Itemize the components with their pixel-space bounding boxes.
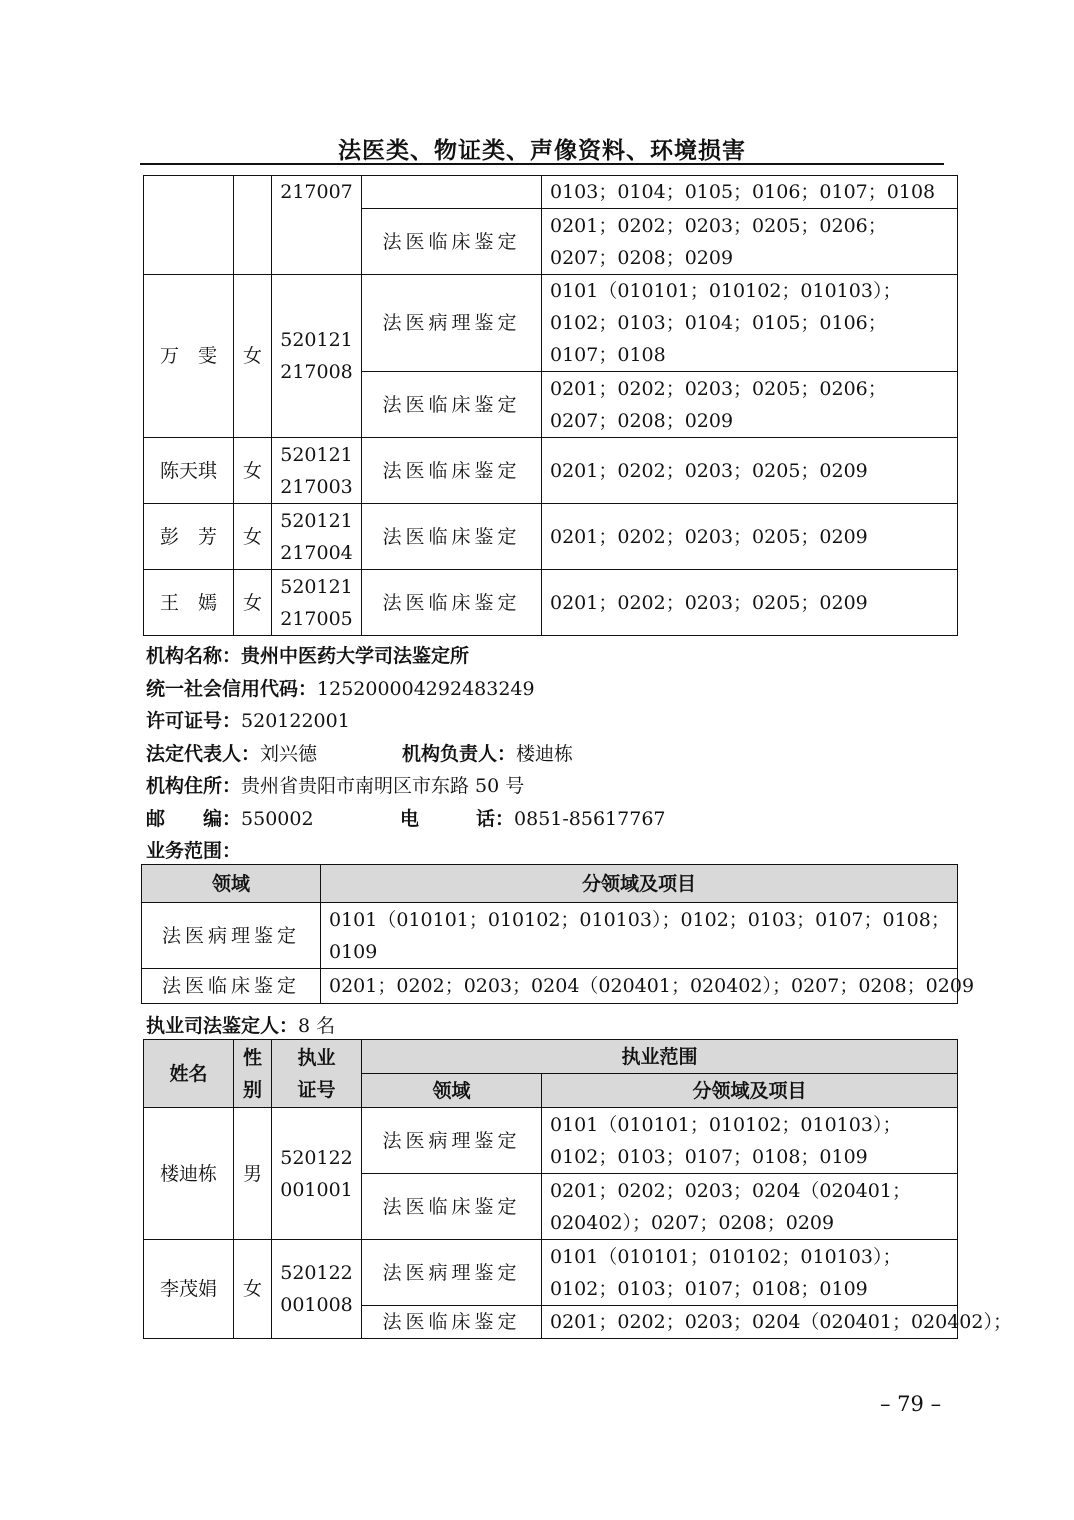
field-cell	[362, 176, 542, 209]
column-header-items: 分领域及项目	[321, 865, 958, 903]
appraiser-count-line: 执业司法鉴定人：8 名	[146, 1015, 336, 1037]
cert-cell: 520121 217005	[272, 570, 362, 636]
column-header-items: 分领域及项目	[542, 1074, 958, 1108]
scope-label: 业务范围：	[146, 840, 242, 862]
table-row	[144, 438, 958, 504]
representative-line: 法定代表人：刘兴德	[146, 743, 318, 765]
items-cell: 0201；0202；0203；0205；0206；0207；0208；0209	[542, 209, 958, 275]
field-cell: 法医病理鉴定	[142, 903, 321, 969]
column-header-scope: 执业范围	[362, 1040, 958, 1074]
gender-cell: 女	[234, 1240, 272, 1339]
table-row	[144, 1240, 958, 1306]
field-cell: 法医临床鉴定	[362, 209, 542, 275]
name-cell: 王 嫣	[144, 570, 234, 636]
column-header-gender: 性别	[234, 1040, 272, 1108]
gender-cell: 女	[234, 438, 272, 504]
field-cell: 法医病理鉴定	[362, 1108, 542, 1174]
page-number: – 79 –	[880, 1392, 942, 1416]
items-cell: 0201；0202；0203；0205；0206；0207；0208；0209	[542, 372, 958, 438]
table-row	[144, 176, 958, 209]
items-cell: 0101（010101；010102；010103）；0102；0103；0107；0108；0109	[542, 1240, 958, 1306]
appraisers-table	[143, 1039, 1012, 1339]
page-header-title: 法医类、物证类、声像资料、环境损害	[338, 138, 746, 164]
cert-cell: 520122 001008	[272, 1240, 362, 1339]
table-row	[144, 275, 958, 372]
column-header-field: 领域	[362, 1074, 542, 1108]
license-line: 许可证号：520122001	[146, 710, 350, 732]
field-cell: 法医临床鉴定	[142, 969, 321, 1004]
field-cell: 法医临床鉴定	[362, 438, 542, 504]
field-cell: 法医临床鉴定	[362, 570, 542, 636]
table-header-row	[144, 1040, 958, 1074]
items-cell: 0201；0202；0203；0205；0209	[542, 504, 958, 570]
name-cell: 楼迪栋	[144, 1108, 234, 1240]
cert-cell: 520121 217004	[272, 504, 362, 570]
field-cell: 法医病理鉴定	[362, 1240, 542, 1306]
postcode-line: 邮 编：550002	[146, 808, 314, 830]
field-cell: 法医病理鉴定	[362, 275, 542, 372]
field-cell: 法医临床鉴定	[362, 1174, 542, 1240]
institution-name-line: 机构名称：贵州中医药大学司法鉴定所	[146, 645, 470, 667]
gender-cell: 女	[234, 570, 272, 636]
items-cell: 0101（010101；010102；010103）；0102；0103；0107；0108；0109	[321, 903, 958, 969]
header-rule	[140, 163, 944, 165]
phone-line: 电 话：0851-85617767	[400, 808, 666, 830]
field-cell: 法医临床鉴定	[362, 504, 542, 570]
appraiser-table-continued	[143, 175, 958, 636]
gender-cell	[234, 176, 272, 275]
gender-cell: 男	[234, 1108, 272, 1240]
address-line: 机构住所：贵州省贵阳市南明区市东路 50 号	[146, 775, 525, 797]
credit-code-line: 统一社会信用代码：125200004292483249	[146, 678, 535, 700]
name-cell: 万 雯	[144, 275, 234, 438]
items-cell: 0201；0202；0203；0204（020401；020402）；0207；0208；0209	[542, 1174, 958, 1240]
column-header-field: 领域	[142, 865, 321, 903]
name-cell	[144, 176, 234, 275]
items-cell: 0103；0104；0105；0106；0107；0108	[542, 176, 958, 209]
table-row	[142, 903, 958, 969]
business-scope-table	[141, 864, 975, 1004]
column-header-cert: 执业证号	[272, 1040, 362, 1108]
cert-cell: 520121 217003	[272, 438, 362, 504]
items-cell: 0201；0202；0203；0204（020401；020402）；	[542, 1306, 958, 1339]
table-row	[142, 969, 958, 1004]
items-cell: 0201；0202；0203；0205；0209	[542, 438, 958, 504]
table-row	[144, 570, 958, 636]
column-header-name: 姓名	[144, 1040, 234, 1108]
items-cell: 0201；0202；0203；0204（020401；020402）；0207；0208；0209	[321, 969, 958, 1004]
cert-cell: 520122 001001	[272, 1108, 362, 1240]
name-cell: 彭 芳	[144, 504, 234, 570]
table-header-row	[142, 865, 958, 903]
field-cell: 法医临床鉴定	[362, 1306, 542, 1339]
field-cell: 法医临床鉴定	[362, 372, 542, 438]
table-row	[144, 1108, 958, 1174]
items-cell: 0101（010101；010102；010103）；0102；0103；0107；0108；0109	[542, 1108, 958, 1174]
head-line: 机构负责人：楼迪栋	[402, 743, 574, 765]
name-cell: 李茂娟	[144, 1240, 234, 1339]
cert-cell: 217007	[272, 176, 362, 275]
gender-cell: 女	[234, 504, 272, 570]
items-cell: 0101（010101；010102；010103）；0102；0103；0104；0105；0106；0107；0108	[542, 275, 958, 372]
items-cell: 0201；0202；0203；0205；0209	[542, 570, 958, 636]
gender-cell: 女	[234, 275, 272, 438]
table-row	[144, 504, 958, 570]
cert-cell: 520121 217008	[272, 275, 362, 438]
name-cell: 陈天琪	[144, 438, 234, 504]
